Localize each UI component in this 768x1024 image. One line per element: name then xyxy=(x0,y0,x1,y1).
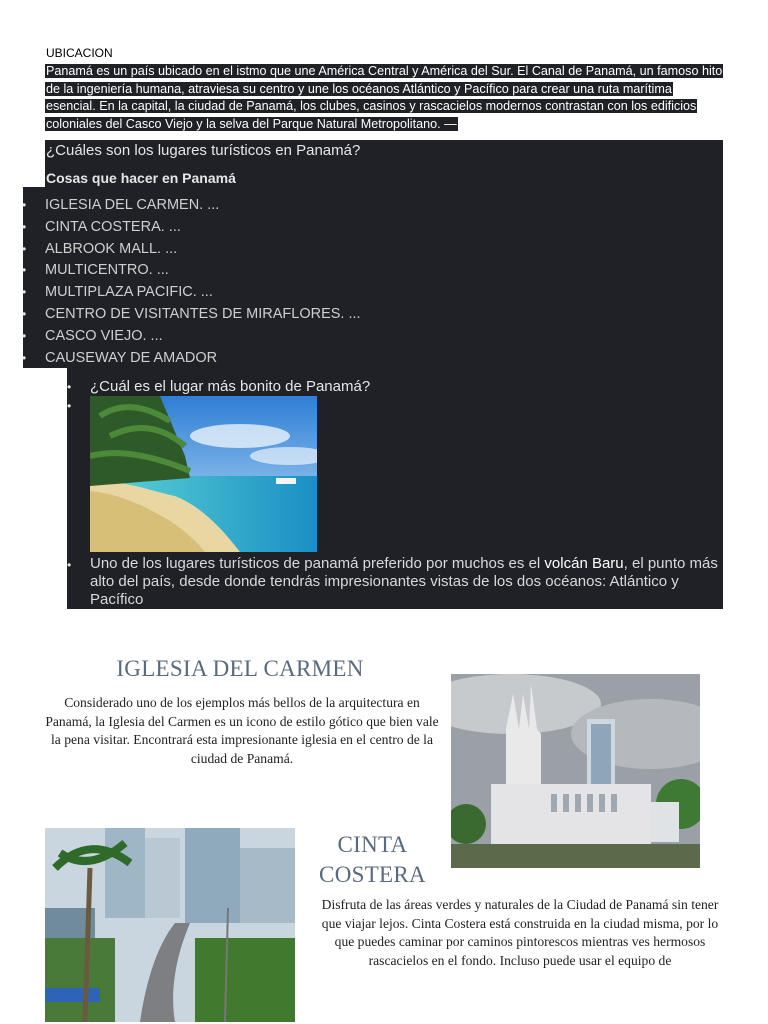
list-item xyxy=(0,326,760,348)
iglesia-photo xyxy=(451,674,700,868)
list-item xyxy=(0,239,760,261)
cinta-costera-photo xyxy=(45,828,295,1022)
section-heading-ubicacion: UBICACION xyxy=(46,46,113,60)
panel-notch xyxy=(23,140,45,187)
list-item xyxy=(0,348,760,370)
list-bullet: • xyxy=(22,285,27,300)
list-bullet: • xyxy=(67,399,72,413)
list-item xyxy=(0,195,760,217)
iglesia-title: IGLESIA DEL CARMEN xyxy=(116,656,364,681)
things-to-do-heading: Cosas que hacer en Panamá xyxy=(46,170,236,186)
place-label: MULTICENTRO. ... xyxy=(45,262,169,279)
intro-text: Panamá es un país ubicado en el istmo que une América Central y América del Sur. El Canal de Panamá, un famoso hito de la ingeniería humana, atraviesa su centro y une los océanos Atlántico y Pacífico para crear una ruta marítima esencial. En la capital, la ciudad de Panamá, los clubes, casinos y rascacielos modernos contrastan con los edificios coloniales del Casco Viejo y la selva del Parque Natural Metropolitano. — xyxy=(46,64,723,131)
list-item xyxy=(0,260,760,282)
place-label: IGLESIA DEL CARMEN. ... xyxy=(45,197,220,213)
volcan-text-before: Uno de los lugares turísticos de panamá preferido por muchos es el xyxy=(90,555,545,572)
list-bullet: • xyxy=(22,328,27,343)
place-label: CENTRO DE VISITANTES DE MIRAFLORES. ... xyxy=(45,305,361,322)
list-bullet: • xyxy=(22,219,27,234)
list-bullet: • xyxy=(67,380,72,394)
list-item xyxy=(0,282,760,304)
list-bullet: • xyxy=(22,263,27,278)
question-most-beautiful: ¿Cuál es el lugar más bonito de Panamá? xyxy=(90,378,371,395)
list-item xyxy=(0,217,760,239)
iglesia-description: Considerado uno de los ejemplos más bellos de la arquitectura en Panamá, la Iglesia del Carmen es un icono de estilo gótico que bien vale la pena visitar. Encontrará esta impresionante iglesia en el centro de la ciudad de Panamá. xyxy=(45,695,439,766)
cinta-costera-description: Disfruta de las áreas verdes y naturales de la Ciudad de Panamá sin tener que viajar lejos. Cinta Costera está construida en la ciudad misma, por lo que puedes caminar por caminos pintorescos mientras ves hermosos rascacielos en el fondo. Incluso puede usar el equipo de xyxy=(321,897,719,968)
volcan-paragraph xyxy=(90,555,725,609)
list-bullet: • xyxy=(22,306,27,321)
intro-paragraph xyxy=(45,63,725,133)
list-bullet: • xyxy=(22,198,27,212)
place-label: ALBROOK MALL. ... xyxy=(45,240,178,257)
volcan-baru-link[interactable]: volcán Baru xyxy=(544,555,624,572)
place-label: CAUSEWAY DE AMADOR xyxy=(45,349,218,366)
volcan-text-after: , el punto más alto del país, desde donde tendrás impresionantes vistas de los dos océanos: Atlántico y Pacífico xyxy=(90,555,718,608)
cinta-costera-title: CINTA COSTERA xyxy=(319,832,426,887)
beach-photo xyxy=(90,396,317,552)
place-label: MULTIPLAZA PACIFIC. ... xyxy=(45,284,213,301)
place-label: CASCO VIEJO. ... xyxy=(45,327,163,344)
question-tourist-places: ¿Cuáles son los lugares turísticos en Panamá? xyxy=(46,142,361,159)
place-label: CINTA COSTERA. ... xyxy=(45,218,181,235)
places-list xyxy=(0,195,760,369)
list-bullet: • xyxy=(22,241,27,256)
list-bullet: • xyxy=(22,350,27,365)
list-item xyxy=(0,304,760,326)
list-bullet: • xyxy=(67,558,72,572)
